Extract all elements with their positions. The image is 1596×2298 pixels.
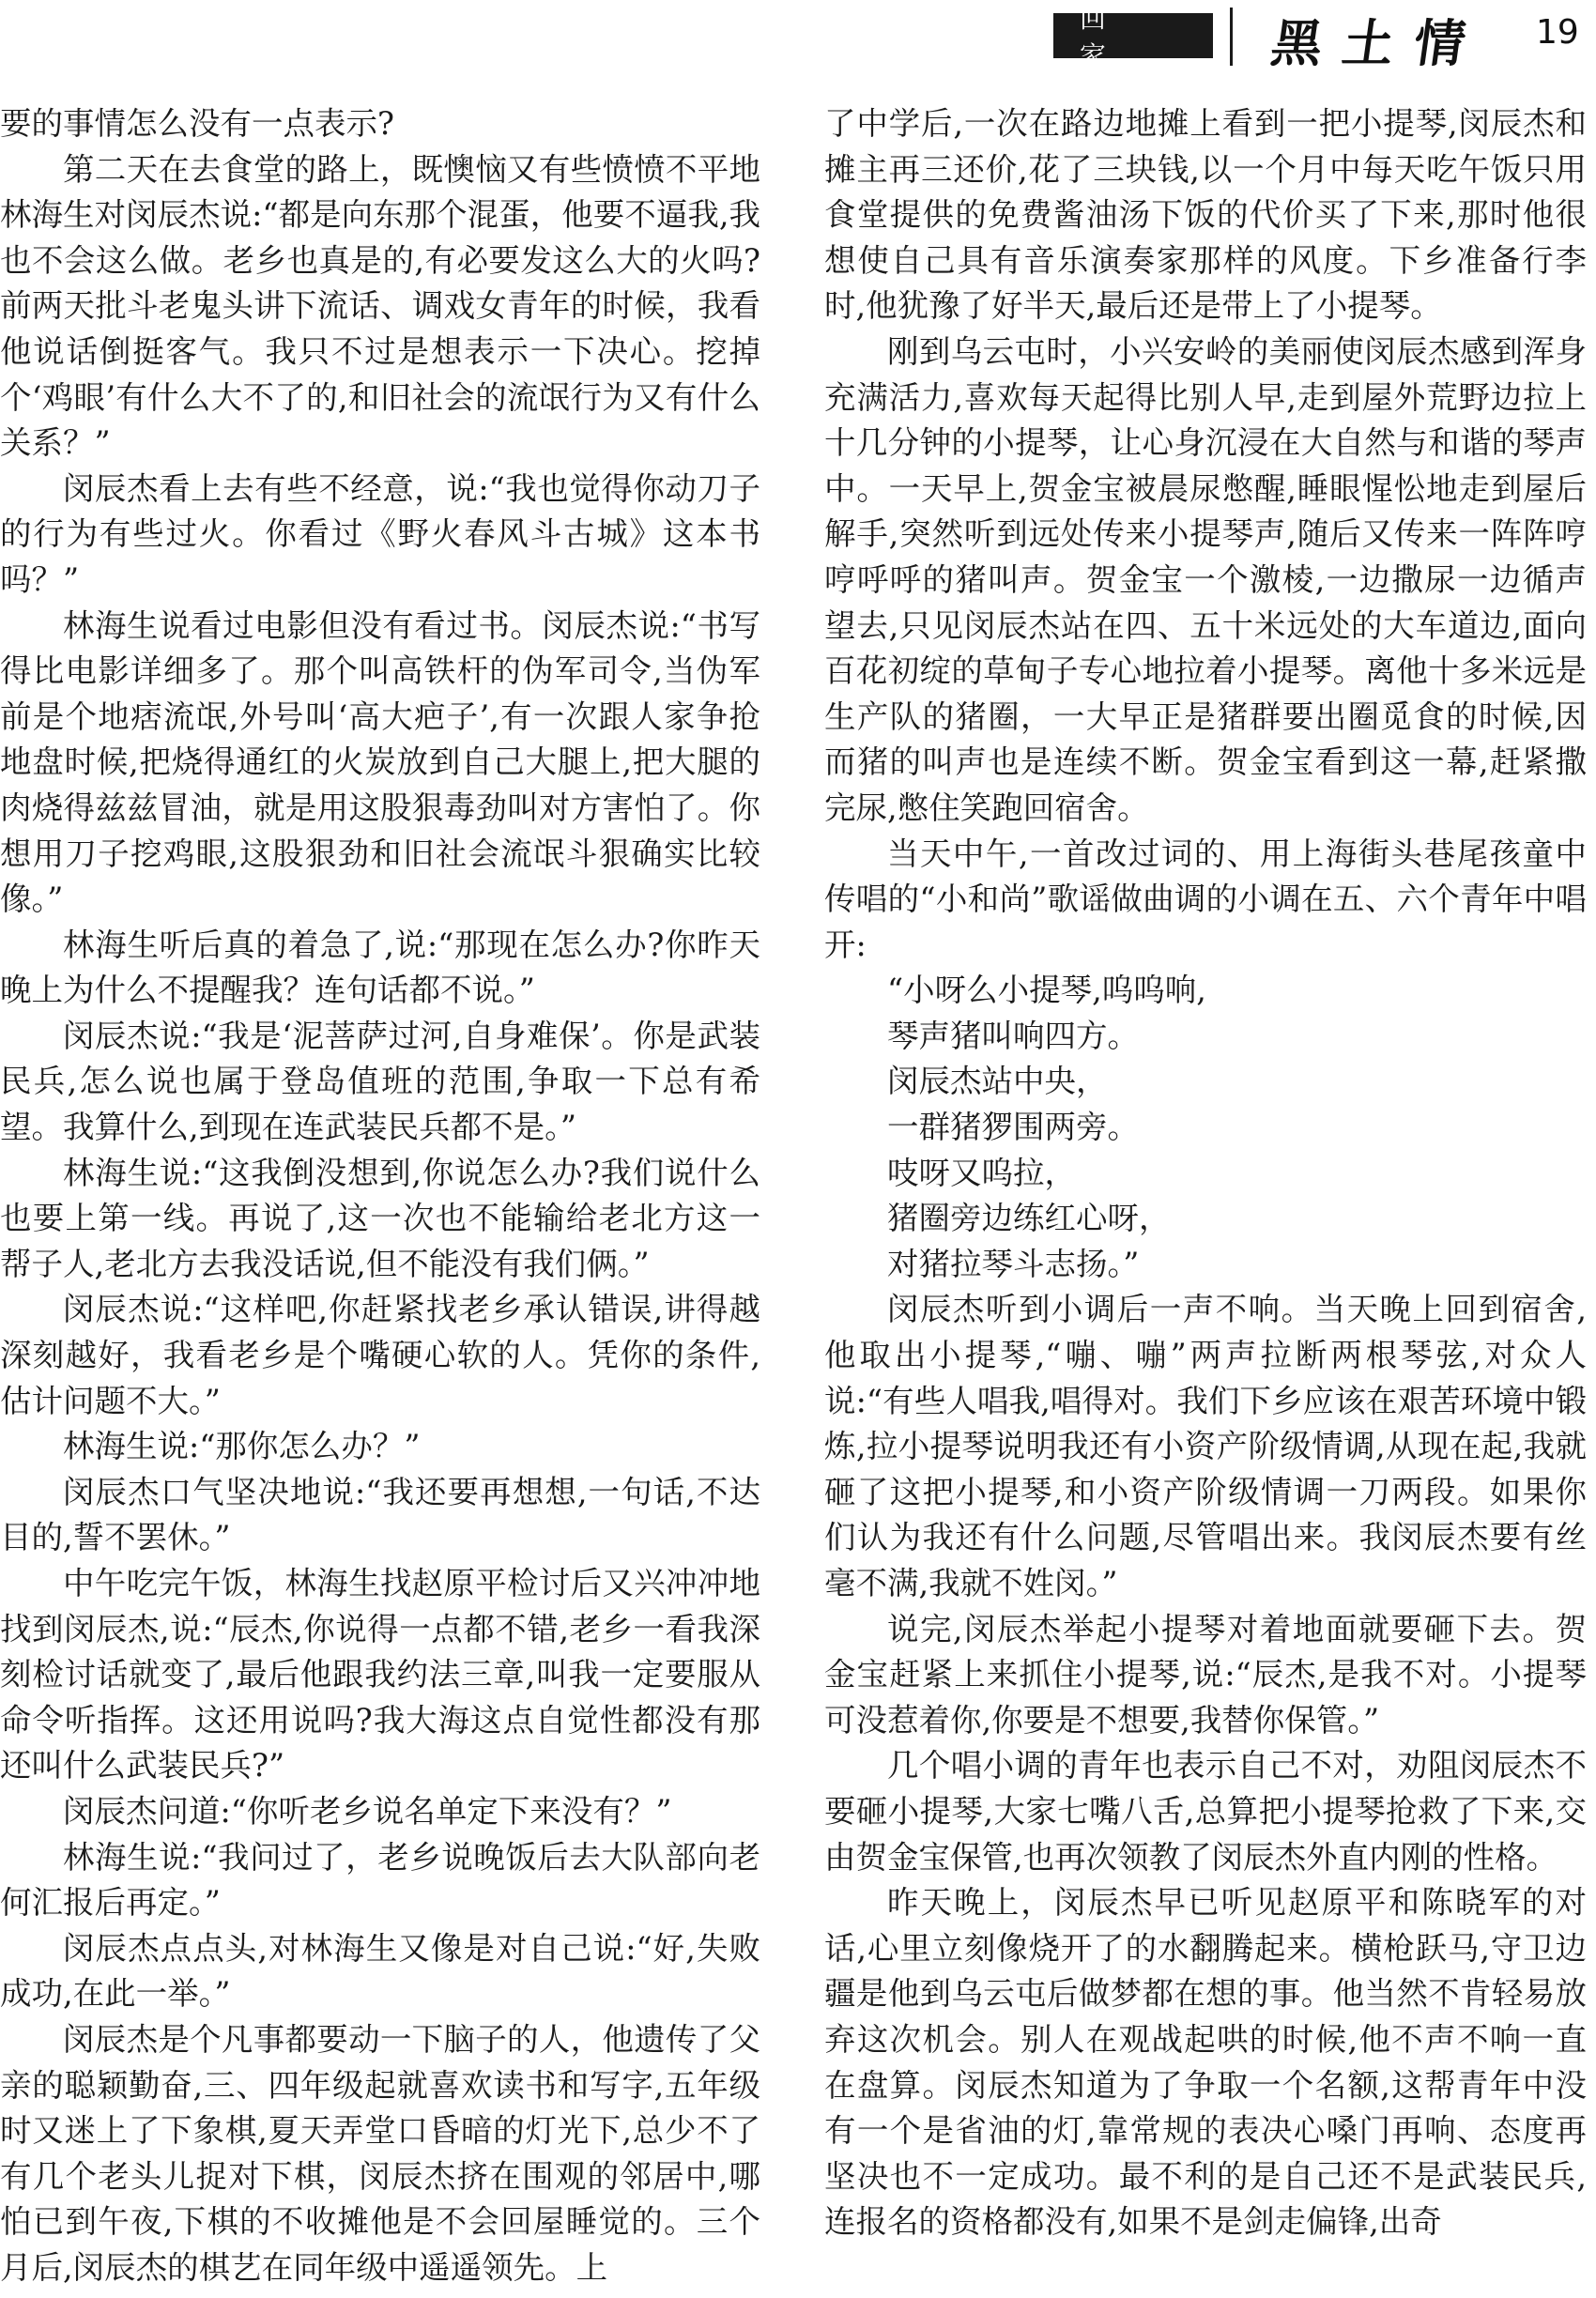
header-divider: [1230, 8, 1233, 66]
magazine-logo: 黑土情: [1267, 13, 1491, 73]
paragraph: 林海生说:“那你怎么办？”: [63, 1428, 421, 1465]
paragraph: 闵辰杰说:“这样吧,你赶紧找老乡承认错误,讲得越深刻越好，我看老乡是个嘴硬心软的人。凭你的条件,估计问题不大。”: [0, 1291, 760, 1419]
paragraph: 要的事情怎么没有一点表示?: [0, 105, 394, 142]
paragraph: 几个唱小调的青年也表示自己不对，劝阻闵辰杰不要砸小提琴,大家七嘴八舌,总算把小提琴抢救了下来,交由贺金宝保管,也再次领教了闵辰杰外直内刚的性格。: [824, 1747, 1587, 1876]
left-column: [0, 101, 760, 2298]
paragraph: 了中学后,一次在路边地摊上看到一把小提琴,闵辰杰和摊主再三还价,花了三块钱,以一个月中每天吃午饭只用食堂提供的免费酱油汤下饭的代价买了下来,那时他很想使自己具有音乐演奏家那样的风度。下乡准备行李时,他犹豫了好半天,最后还是带上了小提琴。: [824, 105, 1587, 325]
paragraph: 闵辰杰口气坚决地说:“我还要再想想,一句话,不达目的,誓不罢休。”: [0, 1473, 760, 1556]
paragraph: 刚到乌云屯时，小兴安岭的美丽使闵辰杰感到浑身充满活力,喜欢每天起得比别人早,走到屋外荒野边拉上十几分钟的小提琴，让心身沉浸在大自然与和谐的琴声中。一天早上,贺金宝被晨尿憋醒,睡眼惺忪地走到屋后解手,突然听到远处传来小提琴声,随后又传来一阵阵哼哼呼呼的猪叫声。贺金宝一个激棱,一边撒尿一边循声望去,只见闵辰杰站在四、五十米远处的大车道边,面向百花初绽的草甸子专心地拉着小提琴。离他十多米远是生产队的猪圈，一大早正是猪群要出圈觅食的时候,因而猪的叫声也是连续不断。贺金宝看到这一幕,赶紧撒完尿,憋住笑跑回宿舍。: [824, 332, 1587, 826]
paragraph: 第二天在去食堂的路上，既懊恼又有些愤愤不平地林海生对闵辰杰说:“都是向东那个混蛋，他要不逼我,我也不会这么做。老乡也真是的,有必要发这么大的火吗?前两天批斗老鬼头讲下流话、调戏女青年的时候，我看他说话倒挺客气。我只不过是想表示一下决心。挖掉个‘鸡眼’有什么大不了的,和旧社会的流氓行为又有什么关系？”: [0, 150, 760, 462]
paragraph: 林海生说:“这我倒没想到,你说怎么办?我们说什么也要上第一线。再说了,这一次也不能输给老北方这一帮子人,老北方去我没话说,但不能没有我们俩。”: [0, 1154, 760, 1282]
verse-line: 吱呀又呜拉，: [887, 1154, 1076, 1191]
paragraph: 林海生说看过电影但没有看过书。闵辰杰说:“书写得比电影详细多了。那个叫高铁杆的伪军司令,当伪军前是个地痞流氓,外号叫‘高大疤子’,有一次跟人家争抢地盘时候,把烧得通红的火炭放到自己大腿上,把大腿的肉烧得兹兹冒油，就是用这股狠毒劲叫对方害怕了。你想用刀子挖鸡眼,这股狠劲和旧社会流氓斗狠确实比较像。”: [0, 606, 760, 918]
verse-line: 琴声猪叫响四方。: [887, 1017, 1139, 1054]
paragraph: 闵辰杰听到小调后一声不响。当天晚上回到宿舍,他取出小提琴,“嘣、嘣”两声拉断两根琴弦,对众人说:“有些人唱我,唱得对。我们下乡应该在艰苦环境中锻炼,拉小提琴说明我还有小资产阶级情调,从现在起,我就砸了这把小提琴,和小资产阶级情调一刀两段。如果你们认为我还有什么问题,尽管唱出来。我闵辰杰要有丝毫不满,我就不姓闵。”: [824, 1291, 1587, 1601]
paragraph: 闵辰杰看上去有些不经意，说:“我也觉得你动刀子的行为有些过火。你看过《野火春风斗古城》这本书吗？”: [0, 469, 760, 598]
page-number: 19: [1536, 13, 1579, 52]
paragraph: 林海生听后真的着急了,说:“那现在怎么办?你昨天晚上为什么不提醒我？连句话都不说。”: [0, 926, 760, 1009]
verse-line: 对猪拉琴斗志扬。”: [887, 1245, 1140, 1282]
paragraph: 林海生说:“我问过了，老乡说晚饭后去大队部向老何汇报后再定。”: [0, 1838, 760, 1922]
right-column: [824, 101, 1587, 2298]
section-label: 回 家: [1053, 13, 1213, 58]
paragraph: 当天中午,一首改过词的、用上海街头巷尾孩童中传唱的“小和尚”歌谣做曲调的小调在五、六个青年中唱开:: [824, 835, 1587, 963]
verse-line: 闵辰杰站中央，: [887, 1063, 1108, 1100]
paragraph: 昨天晚上，闵辰杰早已听见赵原平和陈晓军的对话,心里立刻像烧开了的水翻腾起来。横枪跃马,守卫边疆是他到乌云屯后做梦都在想的事。他当然不肯轻易放弃这次机会。别人在观战起哄的时候,他不声不响一直在盘算。闵辰杰知道为了争取一个名额,这帮青年中没有一个是省油的灯,靠常规的表决心嗓门再响、态度再坚决也不一定成功。最不利的是自己还不是武装民兵,连报名的资格都没有,如果不是剑走偏锋,出奇: [824, 1884, 1587, 2241]
paragraph: 闵辰杰点点头,对林海生又像是对自己说:“好,失败成功,在此一举。”: [0, 1929, 760, 2013]
verse-line: 一群猪猡围两旁。: [887, 1109, 1139, 1146]
paragraph: 闵辰杰是个凡事都要动一下脑子的人，他遗传了父亲的聪颖勤奋,三、四年级起就喜欢读书和写字,五年级时又迷上了下象棋,夏天弄堂口昏暗的灯光下,总少不了有几个老头儿捉对下棋，闵辰杰挤在围观的邻居中,哪怕已到午夜,下棋的不收摊他是不会回屋睡觉的。三个月后,闵辰杰的棋艺在同年级中遥遥领先。上: [0, 2020, 760, 2286]
paragraph: 中午吃完午饭，林海生找赵原平检讨后又兴冲冲地找到闵辰杰,说:“辰杰,你说得一点都不错,老乡一看我深刻检讨话就变了,最后他跟我约法三章,叫我一定要服从命令听指挥。这还用说吗?我大海这点自觉性都没有那还叫什么武装民兵?”: [0, 1565, 760, 1785]
paragraph: 说完,闵辰杰举起小提琴对着地面就要砸下去。贺金宝赶紧上来抓住小提琴,说:“辰杰,是我不对。小提琴可没惹着你,你要是不想要,我替你保管。”: [824, 1610, 1587, 1739]
verse-line: “小呀么小提琴,呜呜响,: [887, 972, 1206, 1009]
paragraph: 闵辰杰问道:“你听老乡说名单定下来没有？”: [63, 1792, 672, 1830]
verse-line: 猪圈旁边练红心呀，: [887, 1200, 1171, 1237]
paragraph: 闵辰杰说:“我是‘泥菩萨过河,自身难保’。你是武装民兵,怎么说也属于登岛值班的范围,争取一下总有希望。我算什么,到现在连武装民兵都不是。”: [0, 1017, 760, 1146]
